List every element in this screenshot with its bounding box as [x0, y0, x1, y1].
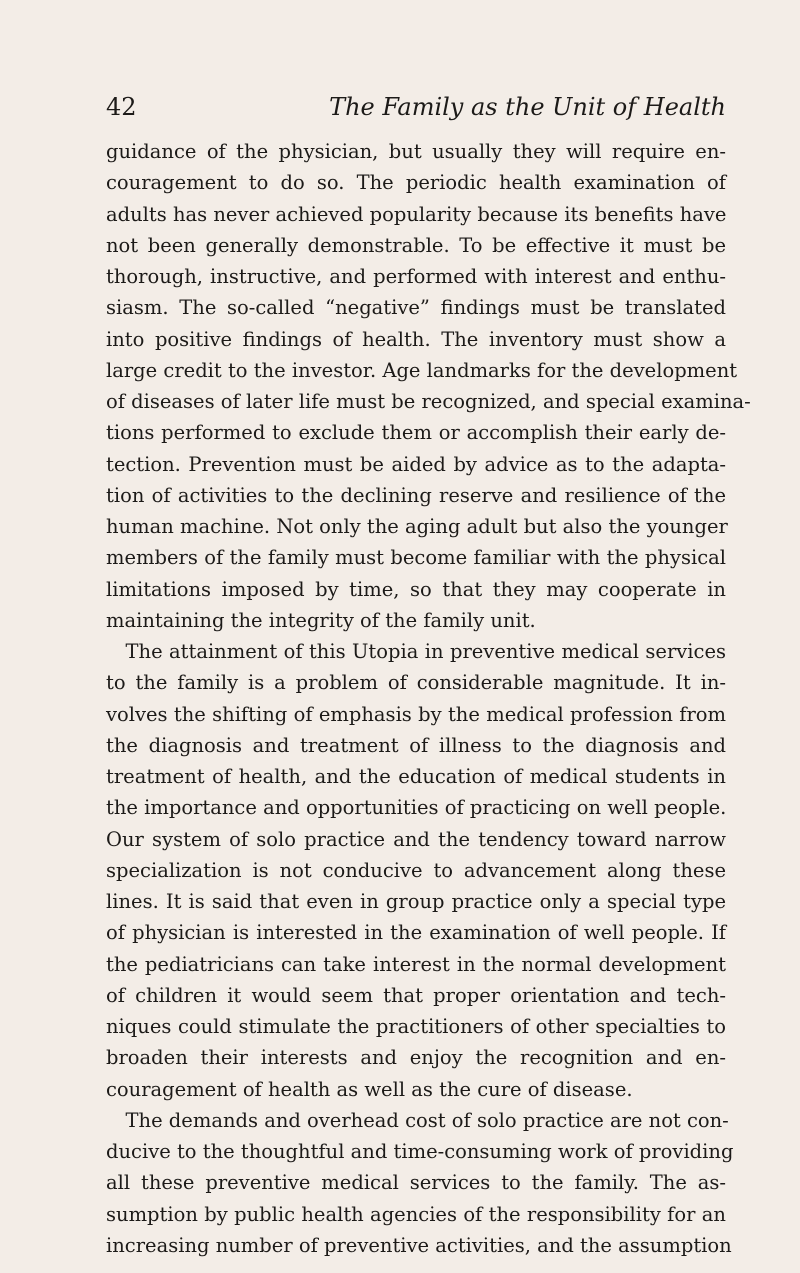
text-line: specialization is not conducive to advancement along these — [106, 858, 726, 882]
text-line: lines. It is said that even in group practice only a special type — [106, 890, 726, 913]
text-line: the pediatricians can take interest in the normal development — [106, 952, 726, 976]
text-line: members of the family must become familiar with the physical — [106, 546, 726, 570]
text-line: of physician is interested in the examination of well people. If — [106, 921, 726, 945]
text-line: sumption by public health agencies of the responsibility for an — [106, 1202, 726, 1226]
text-line: large credit to the investor. Age landmarks for the development — [106, 358, 738, 382]
text-line: increasing number of preventive activities, and the assumption — [106, 1233, 732, 1257]
text-line: Our system of solo practice and the tendency toward narrow — [106, 827, 726, 851]
text-line: not been generally demonstrable. To be effective it must be — [106, 233, 726, 257]
text-line: tions performed to exclude them or accomplish their early de- — [106, 421, 726, 445]
text-line: The attainment of this Utopia in preventive medical services — [106, 640, 726, 663]
text-line: of diseases of later life must be recognized, and special examina- — [106, 390, 751, 413]
text-line: The demands and overhead cost of solo practice are not con- — [106, 1108, 729, 1132]
text-line: into positive findings of health. The inventory must show a — [106, 327, 726, 351]
text-line: ducive to the thoughtful and time-consuming work of providing — [106, 1140, 734, 1163]
text-line: thorough, instructive, and performed with interest and enthu- — [106, 265, 726, 288]
text-line: treatment of health, and the education of medical students in — [106, 765, 726, 788]
text-line: guidance of the physician, but usually they will require en- — [106, 140, 726, 163]
page-number: 42 — [106, 93, 137, 121]
text-line: volves the shifting of emphasis by the medical profession from — [106, 702, 726, 726]
text-line: the importance and opportunities of practicing on well people. — [106, 796, 727, 820]
body-text — [106, 136, 751, 1261]
text-line: to the family is a problem of considerable magnitude. It in- — [106, 671, 726, 695]
text-line: siasm. The so-called “negative” findings must be translated — [106, 296, 726, 320]
text-line: maintaining the integrity of the family unit. — [106, 608, 536, 632]
text-line: tion of activities to the declining reserve and resilience of the — [106, 483, 726, 507]
text-line: human machine. Not only the aging adult but also the younger — [106, 515, 728, 538]
text-line: of children it would seem that proper orientation and tech- — [106, 983, 726, 1007]
text-line: adults has never achieved popularity because its benefits have — [106, 202, 727, 226]
text-line: limitations imposed by time, so that they may cooperate in — [106, 577, 726, 601]
text-line: niques could stimulate the practitioners of other specialties to — [106, 1015, 726, 1038]
text-line: couragement of health as well as the cure of disease. — [106, 1077, 633, 1101]
text-line: broaden their interests and enjoy the recognition and en- — [106, 1046, 726, 1070]
text-line: all these preventive medical services to the family. The as- — [106, 1171, 726, 1195]
text-line: the diagnosis and treatment of illness to the diagnosis and — [106, 733, 726, 757]
text-line: tection. Prevention must be aided by advice as to the adapta- — [106, 452, 726, 476]
page-header — [106, 92, 726, 132]
running-title: The Family as the Unit of Health — [329, 93, 726, 121]
book-page — [106, 92, 751, 1261]
text-line: couragement to do so. The periodic health examination of — [106, 171, 726, 195]
